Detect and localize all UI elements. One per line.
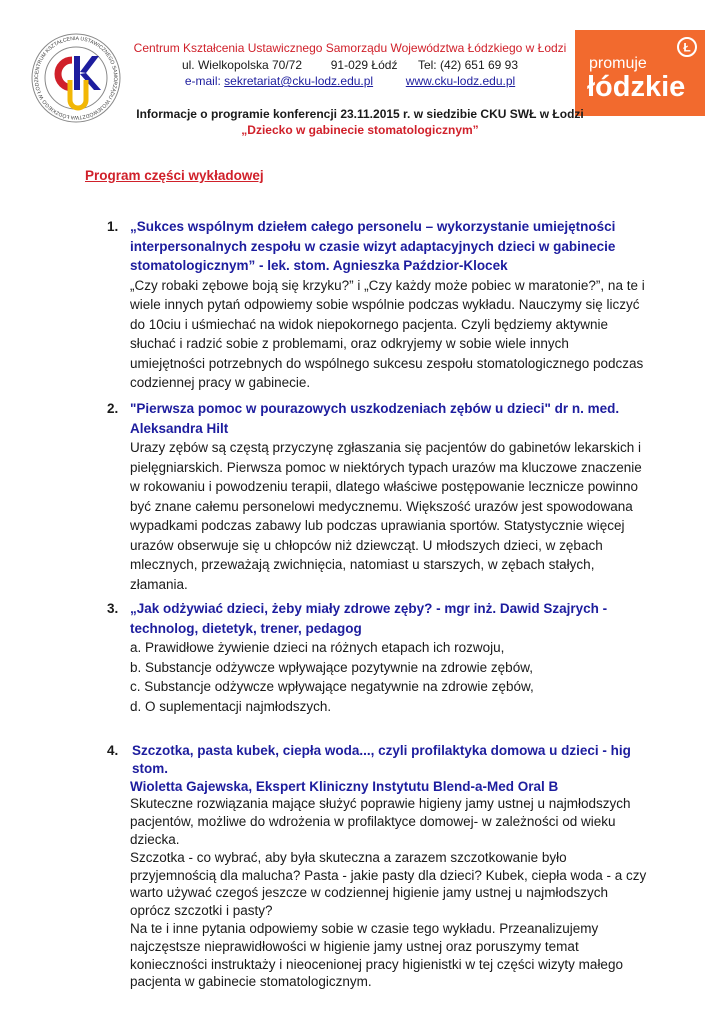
logo-main-text: łódzkie [587,71,686,103]
item-title: „Jak odżywiać dzieci, żeby miały zdrowe zęby? - mgr inż. Dawid Szajrych - technolog, dietetyk, trener, pedagog [130,601,608,636]
item-title-continued: Wioletta Gajewska, Ekspert Kliniczny Instytutu Blend-a-Med Oral B [130,778,559,794]
item-paragraph: Na te i inne pytania odpowiemy sobie w czasie tego wykładu. Przeanalizujemy najczęstsze nieprawidłowości w higienie jamy ustnej oraz poruszymy temat konieczności instruktaży i nieocenionej pracy higienistki w tej części wizyty małego pacjenta w gabinecie stomatologicznym. [130,920,623,990]
item-title: Szczotka, pasta kubek, ciepła woda..., czyli profilaktyka domowa u dzieci - hig stom. [132,743,631,776]
item-number: 1. [107,219,119,234]
org-links-line [130,73,570,89]
item-title: "Pierwsza pomoc w pourazowych uszkodzeniach zębów u dzieci" dr n. med. Aleksandra Hilt [130,401,620,436]
website-link[interactable]: www.cku-lodz.edu.pl [405,74,516,88]
item-number: 2. [107,401,119,416]
logo-top-text: promuje [589,55,647,72]
program-item-2 [107,399,647,594]
list-item: d. O suplementacji najmłodszych. [130,698,332,714]
list-item: c. Substancje odżywcze wpływające negatywnie na zdrowie zębów, [130,679,534,694]
promuje-lodzkie-logo [575,30,705,116]
org-address: ul. Wielkopolska 70/72 [181,58,303,72]
item-title: „Sukces wspólnym dziełem całego personelu – wykorzystanie umiejętności interpersonalnych zespołu w czasie wizyt adaptacyjnych dzieci w gabinecie stomatologicznym” - lek. stom. Agnieszka Paździor-Klocek [130,219,616,273]
item-paragraph: Szczotka - co wybrać, aby była skuteczna a zarazem szczotkowanie było przyjemnością dla malucha? Pasta - jakie pasty dla dzieci? Kubek, ciepła woda - a czy warto używać czegoś jeszcze w codziennej higienie jamy ustnej u najmłodszych oprócz szczotki i pasty? [130,849,647,919]
conference-info: Informacje o programie konferencji 23.11.2015 r. w siedzibie CKU SWŁ w Łodzi [136,107,584,121]
email-label: e-mail: [184,74,221,88]
email-link[interactable]: sekretariat@cku-lodz.edu.pl [224,74,374,88]
program-item-1 [107,217,647,393]
list-item: a. Prawidłowe żywienie dzieci na różnych etapach ich rozwoju, [130,640,505,655]
item-paragraph: Skuteczne rozwiązania mające służyć poprawie higieny jamy ustnej u najmłodszych pacjentów, możliwe do wdrożenia w profilaktyce domowej- w zależności od wieku dziecka. [130,796,631,847]
org-postal: 91-029 Łódź [330,58,398,72]
program-item-3 [107,599,647,716]
logo-badge-letter: Ł [683,40,691,55]
cku-logo-ring-text: CENTRUM KSZTAŁCENIA USTAWICZNEGO SAMORZĄDU WOJEWÓDZTWA ŁÓDZKIEGO W ŁODZI [33,35,119,121]
item-description: Urazy zębów są częstą przyczynę zgłaszania się pacjentów do gabinetów lekarskich i pielęgniarskich. Pierwsza pomoc w niektórych typach urazów ma kluczowe znaczenie w rokowaniu i powodzeniu terapii, dlatego właściwe postępowanie lecznicze powinno być znane całemu personelowi medycznemu. Większość urazów jest spowodowana wypadkami podczas zabawy lub podczas uprawiania sportów. Statystycznie więcej urazów obserwuje się u chłopców niż dziewcząt. U młodszych dzieci, w zębach mlecznych, przeważają zwichnięcia, natomiast u starszych, w zębach stałych, złamania. [130,440,642,592]
item-description: „Czy robaki zębowe boją się krzyku?” i „Czy każdy może pobiec w maratonie?”, na te i wiele innych pytań odpowiemy sobie wspólnie podczas wykładu. Nauczymy się liczyć do 10ciu i uśmiechać na widok niepokornego pacjenta. Czyli będziemy aktywnie słuchać i radzić sobie z problemami, oraz odkryjemy w sobie wiele innych umiejętności potrzebnych do wspólnego sukcesu zespołu stomatologicznego podczas codziennej pracy w gabinecie. [130,277,645,390]
org-tel: Tel: (42) 651 69 93 [417,58,519,72]
conference-title: „Dziecko w gabinecie stomatologicznym” [241,123,479,137]
list-item: b. Substancje odżywcze wpływające pozytywnie na zdrowie zębów, [130,659,533,675]
section-title: Program części wykładowej [85,168,264,183]
item-number: 3. [107,601,119,616]
program-item-4 [107,742,647,991]
org-name: Centrum Kształcenia Ustawicznego Samorządu Województwa Łódzkiego w Łodzi [133,41,567,55]
org-contact-line [130,57,570,73]
item-number: 4. [107,743,119,758]
cku-logo [28,30,124,126]
